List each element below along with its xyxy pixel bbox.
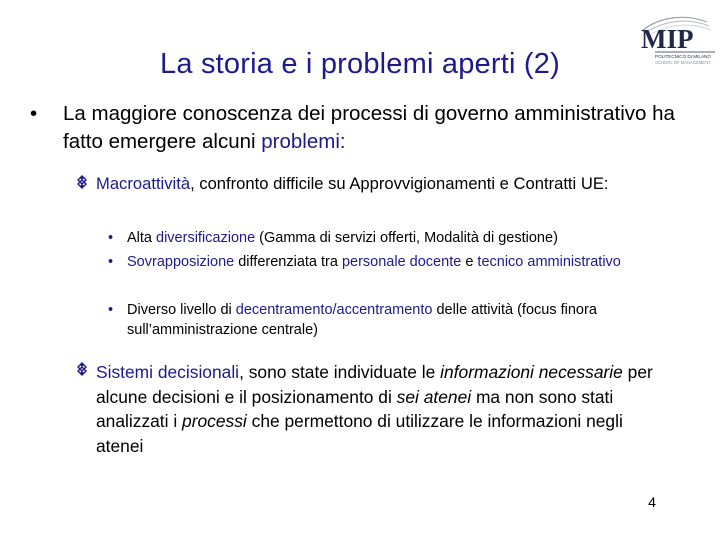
sub-bullet-2-text: Sovrapposizione differenziata tra personale docente e tecnico amministrativo	[127, 254, 621, 270]
page-number: 4	[648, 494, 656, 510]
slide-title: La storia e i problemi aperti (2)	[160, 48, 560, 80]
sub-bullet-3-text: Diverso livello di decentramento/accentramento delle attività (focus finora sull’amministrazione centrale)	[127, 302, 597, 338]
bullet-1-text: La maggiore conoscenza dei processi di governo amministrativo ha fatto emergere alcuni problemi:	[63, 102, 675, 153]
mip-logo	[637, 12, 717, 70]
logo-subtitle: POLITECNICO DI MILANO	[655, 54, 711, 59]
bullet-marker: •	[30, 102, 38, 125]
diamond-1-text: Macroattività, confronto difficile su Approvvigionamenti e Contratti UE:	[96, 174, 609, 193]
logo-text: MIP	[641, 24, 694, 54]
logo-tagline: SCHOOL OF MANAGEMENT	[655, 60, 711, 65]
sub-bullet-marker: •	[108, 254, 114, 270]
diamond-bullet-icon	[75, 360, 93, 380]
sub-bullet-1-text: Alta diversificazione (Gamma di servizi offerti, Modalità di gestione)	[127, 230, 558, 246]
diamond-bullet-icon	[75, 173, 93, 193]
sub-bullet-marker: •	[108, 230, 114, 246]
sub-bullet-marker: •	[108, 302, 114, 318]
diamond-2-text: Sistemi decisionali, sono state individuate le informazioni necessarie per alcune decisioni e il posizionamento di sei atenei ma non sono stati analizzati i processi che permettono di utilizzare le informazioni negli atenei	[96, 362, 653, 456]
